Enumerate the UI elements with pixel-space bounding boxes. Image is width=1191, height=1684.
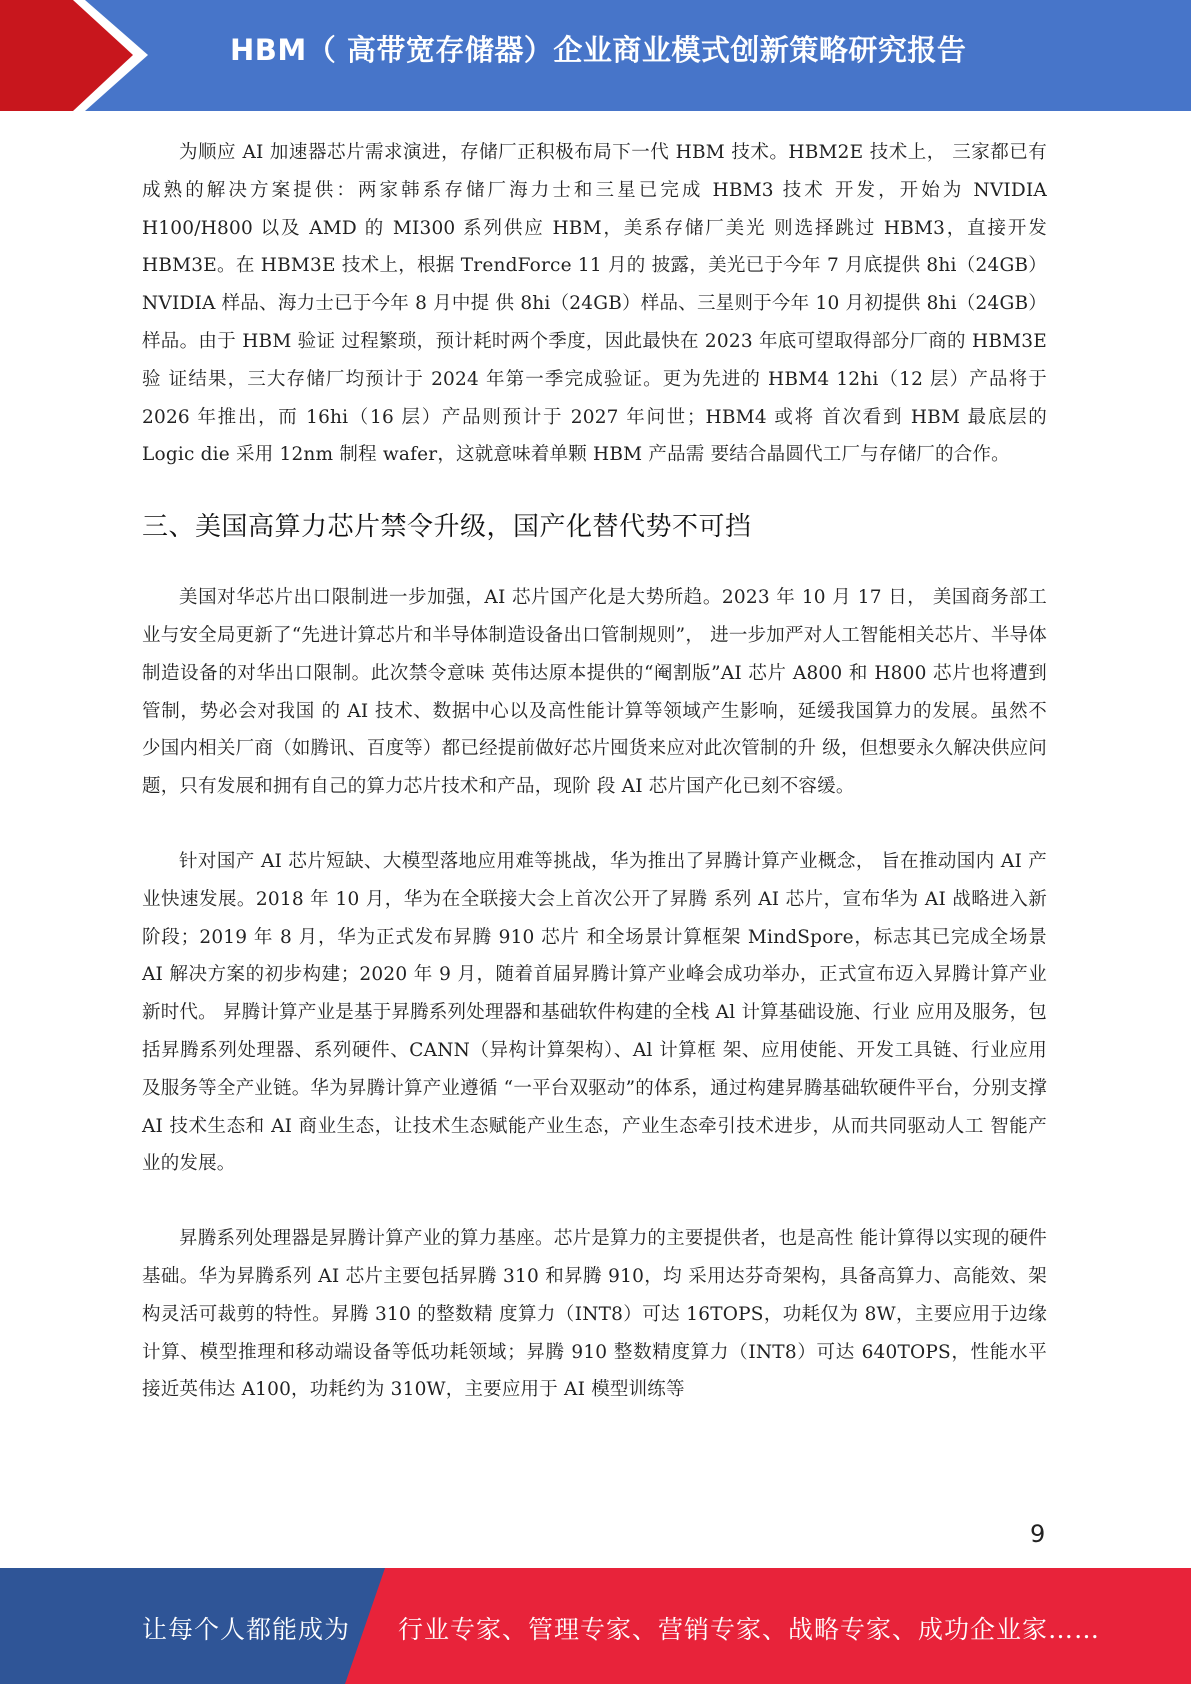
- section-heading: 三、美国高算力芯片禁令升级，国产化替代势不可挡: [142, 512, 752, 543]
- page-number: 9: [1030, 1520, 1046, 1548]
- body-paragraph: 针对国产 AI 芯片短缺、大模型落地应用难等挑战，华为推出了昇腾计算产业概念， 旨在推动国内 AI 产业快速发展。2018 年 10 月，华为在全联接大会上首次公开了昇腾 系列 AI 芯片，宣布华为 AI 战略进入新阶段；2019 年 8 月，华为正式发布昇腾 910 芯片 和全场景计算框架 MindSpore，标志其已完成全场景 AI 解决方案的初步构建；2020 年 9 月，随着首届昇腾计算产业峰会成功举办，正式宣布迈入昇腾计算产业新时代。 昇腾计算产业是基于昇腾系列处理器和基础软件构建的全栈 Al 计算基础设施、行业 应用及服务，包括昇腾系列处理器、系列硬件、CANN（异构计算架构）、Al 计算框 架、应用使能、开发工具链、行业应用及服务等全产业链。华为昇腾计算产业遵循 “一平台双驱动”的体系，通过构建昇腾基础软硬件平台，分别支撑 AI 技术生态和 AI 商业生态，让技术生态赋能产业生态，产业生态牵引技术进步，从而共同驱动人工 智能产业的发展。: [142, 850, 1047, 1175]
- page-header: [0, 0, 1191, 111]
- footer-slogan-left: 让每个人都能成为: [142, 1615, 351, 1644]
- body-paragraph: 昇腾系列处理器是昇腾计算产业的算力基座。芯片是算力的主要提供者，也是高性 能计算得以实现的硬件基础。华为昇腾系列 AI 芯片主要包括昇腾 310 和昇腾 910，均 采用达芬奇架构，具备高算力、高能效、架构灵活可裁剪的特性。昇腾 310 的整数精 度算力（INT8）可达 16TOPS，功耗仅为 8W，主要应用于边缘计算、模型推理和移动端设备等低功耗领域；昇腾 910 整数精度算力（INT8）可达 640TOPS，性能水平 接近英伟达 A100，功耗约为 310W，主要应用于 AI 模型训练等: [142, 1228, 1047, 1401]
- footer-slogan-right: 行业专家、管理专家、营销专家、战略专家、成功企业家……: [398, 1615, 1101, 1644]
- page-footer: [0, 1568, 1191, 1684]
- page-content: [142, 134, 1047, 1409]
- body-paragraph: 美国对华芯片出口限制进一步加强，AI 芯片国产化是大势所趋。2023 年 10 月 17 日， 美国商务部工业与安全局更新了“先进计算芯片和半导体制造设备出口管制规则”， 进一步加严对人工智能相关芯片、半导体制造设备的对华出口限制。此次禁令意味 英伟达原本提供的“阉割版”AI 芯片 A800 和 H800 芯片也将遭到管制，势必会对我国 的 AI 技术、数据中心以及高性能计算等领域产生影响，延缓我国算力的发展。虽然不 少国内相关厂商（如腾讯、百度等）都已经提前做好芯片囤货来应对此次管制的升 级，但想要永久解决供应问题，只有发展和拥有自己的算力芯片技术和产品，现阶 段 AI 芯片国产化已刻不容缓。: [142, 587, 1047, 798]
- report-title: HBM（ 高带宽存储器）企业商业模式创新策略研究报告: [230, 33, 967, 67]
- red-chevron-icon: [0, 0, 160, 111]
- body-paragraph: 为顺应 AI 加速器芯片需求演进，存储厂正积极布局下一代 HBM 技术。HBM2E 技术上， 三家都已有成熟的解决方案提供：两家韩系存储厂海力士和三星已完成 HBM3 技术 开发，开始为 NVIDIA H100/H800 以及 AMD 的 MI300 系列供应 HBM，美系存储厂美光 则选择跳过 HBM3，直接开发 HBM3E。在 HBM3E 技术上，根据 TrendForce 11 月的 披露，美光已于今年 7 月底提供 8hi（24GB）NVIDIA 样品、海力士已于今年 8 月中提 供 8hi（24GB）样品、三星则于今年 10 月初提供 8hi（24GB）样品。由于 HBM 验证 过程繁琐，预计耗时两个季度，因此最快在 2023 年底可望取得部分厂商的 HBM3E 验 证结果，三大存储厂均预计于 2024 年第一季完成验证。更为先进的 HBM4 12hi（12 层）产品将于 2026 年推出，而 16hi（16 层）产品则预计于 2027 年问世；HBM4 或将 首次看到 HBM 最底层的 Logic die 采用 12nm 制程 wafer，这就意味着单颗 HBM 产品需 要结合晶圆代工厂与存储厂的合作。: [142, 142, 1047, 466]
